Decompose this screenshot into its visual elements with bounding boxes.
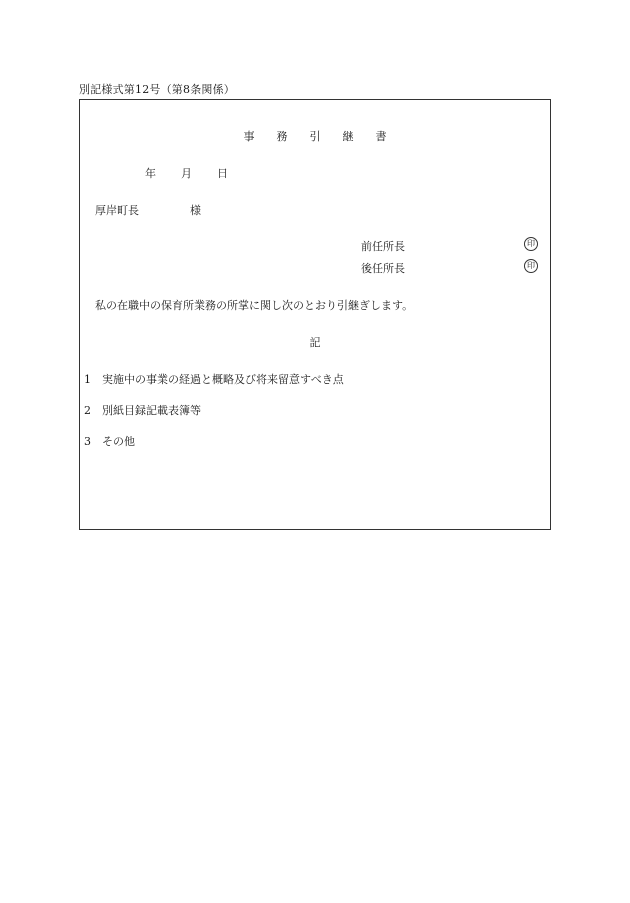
document-frame [79,99,551,530]
item-text: その他 [102,435,135,448]
date-month-label: 月 [181,167,192,180]
title-char: 事 [243,130,255,143]
item-number: 3 [84,435,91,448]
list-item [84,433,135,449]
item-text: 別紙目録記載表簿等 [102,404,201,417]
seal-mark: 印 [524,259,538,273]
document-title [80,128,550,144]
list-item [84,371,344,387]
item-number: 2 [84,404,91,417]
title-char: 引 [309,130,321,143]
date-year-label: 年 [145,167,156,180]
form-number: 別記様式第12号（第8条関係） [79,83,235,96]
honorific: 様 [190,204,201,217]
successor-director-label: 後任所長 [361,262,405,275]
list-item [84,402,201,418]
item-text: 実施中の事業の経過と概略及び将来留意すべき点 [102,373,344,386]
ki-heading: 記 [309,336,321,349]
title-char: 書 [375,130,387,143]
title-char: 継 [342,130,354,143]
body-text: 私の在職中の保育所業務の所掌に関し次のとおり引継ぎします。 [95,299,414,312]
item-number: 1 [84,373,91,386]
date-day-label: 日 [217,167,228,180]
title-char: 務 [276,130,288,143]
former-director-label: 前任所長 [361,240,405,253]
seal-mark: 印 [524,237,538,251]
addressee: 厚岸町長 [95,204,139,217]
